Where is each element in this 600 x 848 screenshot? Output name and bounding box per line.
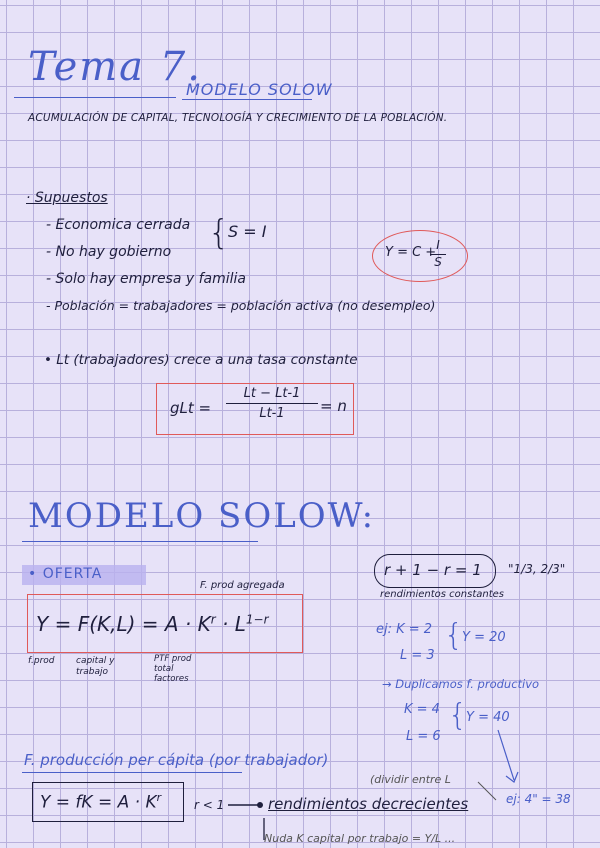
rendimientos-decrecientes: rendimientos decrecientes bbox=[268, 795, 469, 813]
supuesto-item: - No hay gobierno bbox=[46, 244, 172, 260]
lt-bullet: • Lt (trabajadores) crece a una tasa constante bbox=[44, 352, 358, 368]
subtitle: ACUMULACIÓN DE CAPITAL, TECNOLOGÍA Y CRECIMIENTO DE LA POBLACIÓN. bbox=[28, 112, 448, 124]
savings-equals-investment: S = I bbox=[228, 222, 267, 241]
example1-l: L = 3 bbox=[400, 648, 435, 663]
duplicamos: → Duplicamos f. productivo bbox=[382, 677, 540, 691]
example1-k: ej: K = 2 bbox=[376, 622, 433, 637]
rendimientos-constantes: rendimientos constantes bbox=[380, 589, 504, 600]
percapita-formula: Y = fK = $A \cdot K^r$ bbox=[40, 791, 162, 813]
example3: ej: 4" = 38 bbox=[506, 792, 571, 806]
label-ptf: PTF prod total factores bbox=[154, 654, 192, 684]
example2-l: L = 6 bbox=[406, 729, 441, 744]
growth-rate-fraction: Lt − Lt-1 Lt-1 bbox=[226, 386, 318, 421]
supuesto-item: - Solo hay empresa y familia bbox=[46, 271, 247, 287]
circled-equation: Y = C + bbox=[385, 245, 437, 260]
supuesto-item: - Población = trabajadores = población activa (no desempleo) bbox=[46, 298, 436, 313]
growth-rate-lhs: gLt = bbox=[170, 399, 212, 417]
r-less-than-one: r < 1 bbox=[194, 798, 225, 812]
supuesto-item: - Economica cerrada bbox=[46, 217, 191, 233]
percapita-heading: F. producción per cápita (por trabajador) bbox=[24, 751, 329, 769]
exponent-fractions: "1/3, 2/3" bbox=[508, 562, 566, 576]
dividir-note: (dividir entre L bbox=[370, 773, 451, 786]
example1-brace: { bbox=[444, 618, 464, 653]
label-capital-trabajo: capital y trabajo bbox=[76, 656, 115, 677]
modelo-solow-title: MODELO SOLOW bbox=[186, 80, 333, 99]
production-function: $Y = F(K,L) = A \cdot K^r \cdot L^{1-r}$ bbox=[36, 612, 269, 636]
exponents-sum: r + 1 − r = 1 bbox=[384, 561, 482, 579]
bottom-cutoff-text: Nuda K capital por trabajo = Y/L ... bbox=[264, 832, 456, 845]
example2-result: Y = 40 bbox=[466, 710, 510, 725]
oferta-label: • OFERTA bbox=[28, 566, 103, 582]
brace: { bbox=[208, 213, 230, 253]
circled-equation-fraction: I S bbox=[430, 238, 446, 269]
modelo-solow-heading: MODELO SOLOW: bbox=[28, 496, 376, 536]
example1-result: Y = 20 bbox=[462, 630, 506, 645]
growth-rate-rhs: = n bbox=[320, 397, 347, 415]
supuestos-heading: · Supuestos bbox=[26, 190, 108, 206]
tema-title: Tema 7. bbox=[28, 44, 202, 90]
label-fprod: f.prod bbox=[28, 656, 55, 666]
example2-k: K = 4 bbox=[404, 702, 440, 717]
oferta-note: F. prod agregada bbox=[200, 580, 285, 591]
example2-brace: { bbox=[448, 698, 468, 733]
